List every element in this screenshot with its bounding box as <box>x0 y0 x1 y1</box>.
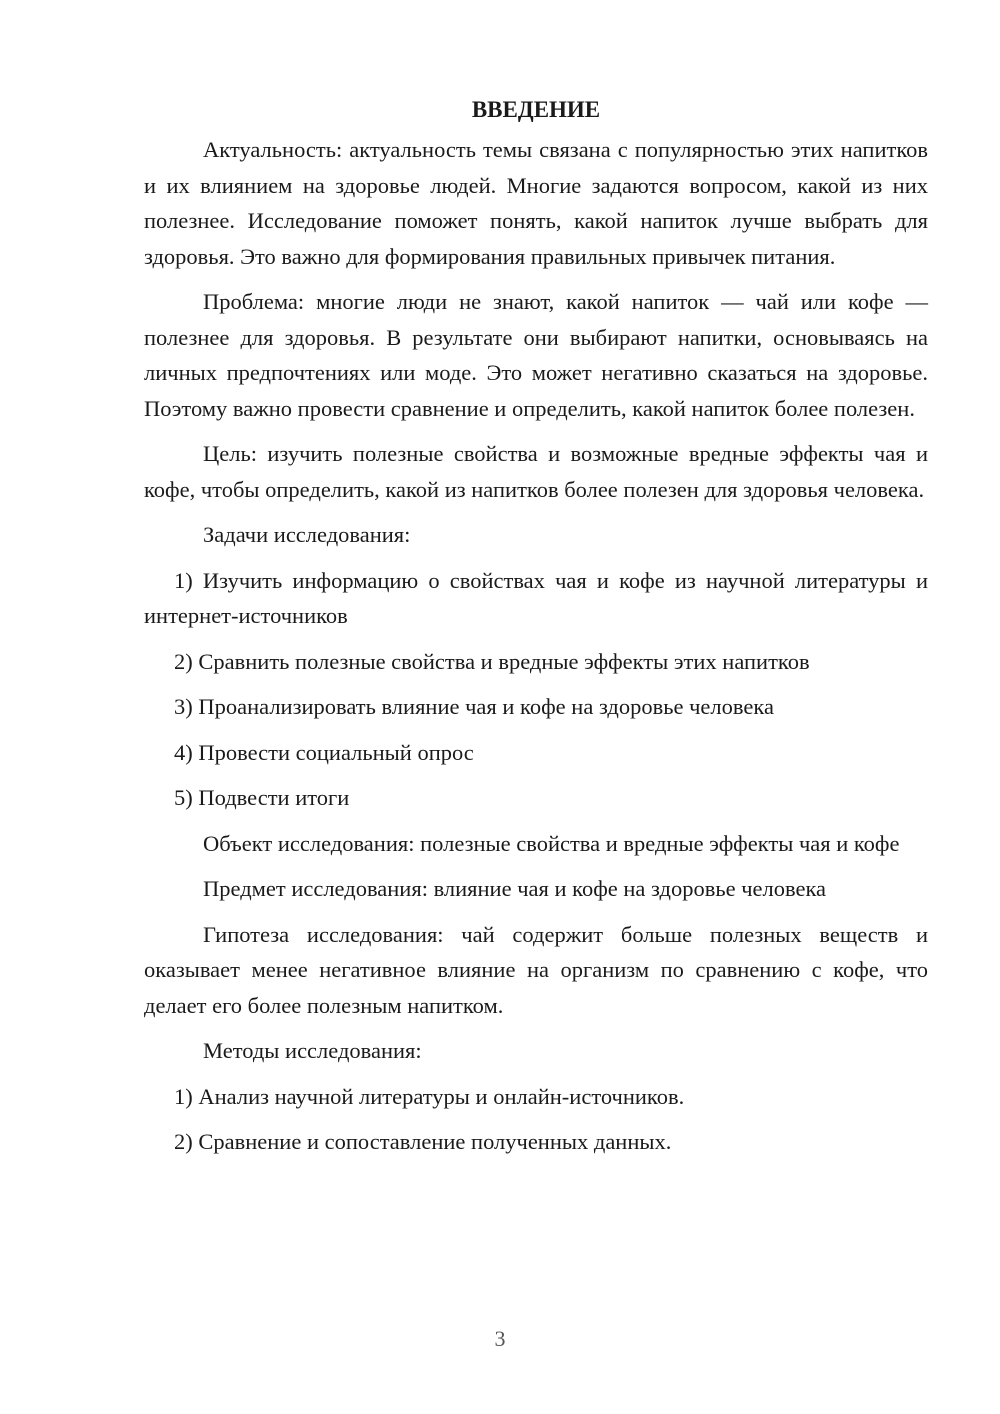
tasks-heading: Задачи исследования: <box>203 522 411 547</box>
hypothesis-paragraph: Гипотеза исследования: чай содержит больше полезных веществ и оказывает менее негативное влияние на организм по сравнению с кофе, что делает его более полезным напитком. <box>144 921 928 1018</box>
method-item: 1) Анализ научной литературы и онлайн-источников. <box>174 1083 685 1109</box>
method-item: 2) Сравнение и сопоставление полученных данных. <box>174 1129 672 1154</box>
methods-heading: Методы исследования: <box>203 1038 422 1063</box>
section-title: ВВЕДЕНИЕ <box>471 97 601 122</box>
goal-paragraph: Цель: изучить полезные свойства и возможные вредные эффекты чая и кофе, чтобы определить, какой из напитков более полезен для здоровья человека. <box>144 441 928 502</box>
subject-paragraph: Предмет исследования: влияние чая и кофе на здоровье человека <box>203 876 827 901</box>
relevance-paragraph: Актуальность: актуальность темы связана с популярностью этих напитков и их влиянием на здоровье людей. Многие задаются вопросом, какой из них полезнее. Исследование поможет понять, какой напиток лучше выбрать для здоровья. Это важно для формирования правильных привычек питания. <box>144 137 928 269</box>
task-item: 1) Изучить информацию о свойствах чая и кофе из научной литературы и интернет-источников <box>144 567 928 628</box>
task-item: 2) Сравнить полезные свойства и вредные эффекты этих напитков <box>174 648 810 674</box>
task-item: 5) Подвести итоги <box>174 785 350 810</box>
page-number: 3 <box>494 1326 506 1351</box>
object-paragraph: Объект исследования: полезные свойства и вредные эффекты чая и кофе <box>203 830 900 856</box>
problem-paragraph: Проблема: многие люди не знают, какой напиток — чай или кофе — полезнее для здоровья. В результате они выбирают напитки, основываясь на личных предпочтениях или моде. Это может негативно сказаться на здоровье. Поэтому важно провести сравнение и определить, какой напиток более полезен. <box>144 289 928 421</box>
task-item: 3) Проанализировать влияние чая и кофе на здоровье человека <box>174 694 774 719</box>
document-page <box>144 92 928 1170</box>
task-item: 4) Провести социальный опрос <box>174 739 474 765</box>
